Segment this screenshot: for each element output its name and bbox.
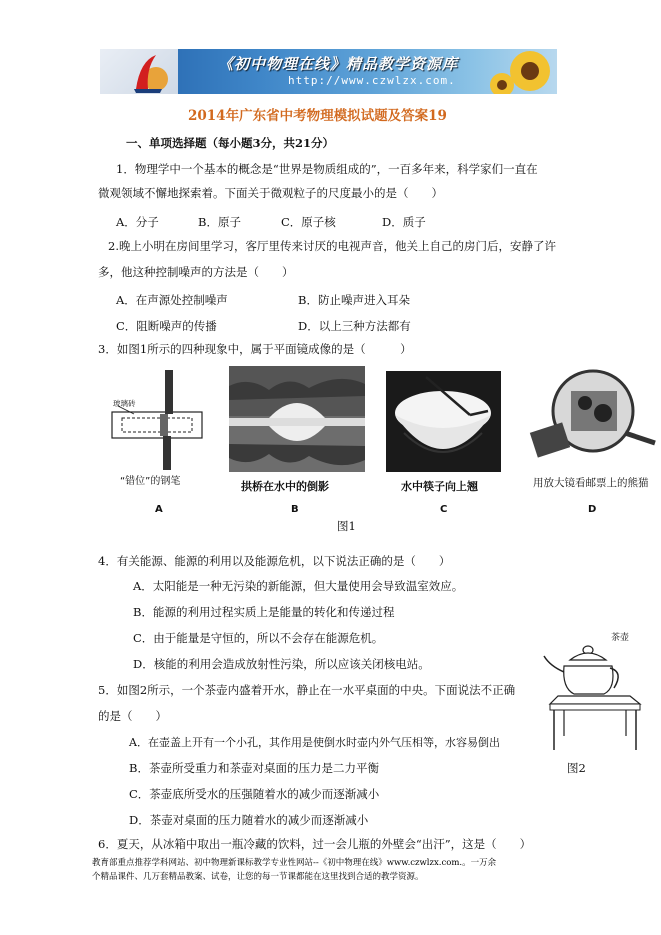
q2-option-c: C．阻断噪声的传播 <box>116 319 217 333</box>
figure-letter-a: A <box>155 504 163 515</box>
page-title: 2014年广东省中考物理模拟试题及答案19 <box>188 108 447 124</box>
figure-letter-c: C <box>440 504 448 515</box>
q5-line1: 5．如图2所示，一个茶壶内盛着开水，静止在一水平桌面的中央。下面说法不正确 <box>98 683 516 697</box>
q3-stem: 3．如图1所示的四种现象中，属于平面镜成像的是（ ） <box>98 342 412 356</box>
figure-letter-d: D <box>588 504 597 515</box>
footer-line1: 教育部重点推荐学科网站、初中物理新课标教学专业性网站--《初中物理在线》www.czwlzx.com.。一万余 <box>92 858 497 868</box>
q1-option-c: C．原子核 <box>281 215 336 229</box>
logo-area <box>100 49 178 94</box>
figure-a-glass-pen <box>108 368 208 472</box>
figure-c-caption: 水中筷子向上翘 <box>401 480 478 493</box>
q2-option-d: D．以上三种方法都有 <box>298 319 411 333</box>
q6-stem: 6．夏天，从冰箱中取出一瓶冷藏的饮料，过一会儿瓶的外壁会“出汗”，这是（ ） <box>98 837 532 851</box>
q4-option-b: B．能源的利用过程实质上是能量的转化和传递过程 <box>133 605 395 619</box>
figure-2-teapot-table <box>540 636 648 754</box>
banner-slogan: 《初中物理在线》精品教学资源库 <box>218 55 459 73</box>
q1-option-a: A．分子 <box>116 215 159 229</box>
q1-line2: 微观领域不懈地探索着。下面关于微观粒子的尺度最小的是（ ） <box>98 186 443 200</box>
q2-line2: 多，他这种控制噪声的方法是（ ） <box>98 265 294 279</box>
q5-line2: 的是（ ） <box>98 709 167 723</box>
q2-option-a: A．在声源处控制噪声 <box>116 293 228 307</box>
q5-option-b: B．茶壶所受重力和茶壶对桌面的压力是二力平衡 <box>129 761 379 775</box>
banner-url[interactable]: http://www.czwlzx.com. <box>288 74 456 87</box>
q2-option-b: B．防止噪声进入耳朵 <box>298 293 410 307</box>
figure-a-glass-label: 玻璃砖 <box>113 399 136 408</box>
figure-b-caption: 拱桥在水中的倒影 <box>241 480 329 493</box>
q4-option-d: D．核能的利用会造成放射性污染，所以应该关闭核电站。 <box>133 657 430 671</box>
q2-line1: 2.晚上小明在房间里学习，客厅里传来讨厌的电视声音，他关上自己的房门后，安静了许 <box>108 239 556 253</box>
footer-line2: 个精品课件、几万套精品教案、试卷，让您的每一节课都能在这里找到合适的教学资源。 <box>92 872 424 882</box>
figure-1-label: 图1 <box>337 519 356 533</box>
teapot-label: 茶壶 <box>611 633 630 643</box>
figure-d-caption: 用放大镜看邮票上的熊猫 <box>533 477 649 489</box>
q5-option-c: C．茶壶底所受水的压强随着水的减少而逐渐减小 <box>129 787 380 801</box>
figure-d-magnifier-stamp <box>523 369 658 467</box>
q1-option-b: B．原子 <box>198 215 241 229</box>
q4-option-a: A．太阳能是一种无污染的新能源，但大量使用会导致温室效应。 <box>133 579 464 593</box>
figure-c-chopsticks-bowl <box>386 371 501 472</box>
sunflower-icon <box>490 49 557 94</box>
q5-option-a: A．在壶盖上开有一个小孔，其作用是使倒水时壶内外气压相等，水容易倒出 <box>129 736 500 749</box>
section-heading: 一、单项选择题（每小题3分，共21分） <box>126 136 335 150</box>
figure-b-bridge-reflection <box>229 366 365 472</box>
figure-a-caption: “错位”的钢笔 <box>120 476 181 487</box>
q1-option-d: D．质子 <box>382 215 426 229</box>
q1-line1: 1．物理学中一个基本的概念是“世界是物质组成的”，一百多年来，科学家们一直在 <box>116 162 538 176</box>
q5-option-d: D．茶壶对桌面的压力随着水的减少而逐渐减小 <box>129 813 369 827</box>
figure-letter-b: B <box>291 504 299 515</box>
q4-option-c: C．由于能量是守恒的，所以不会存在能源危机。 <box>133 631 384 645</box>
site-logo-icon <box>100 49 178 94</box>
q4-stem: 4．有关能源、能源的利用以及能源危机，以下说法正确的是（ ） <box>98 554 451 568</box>
header-banner <box>100 49 557 94</box>
figure-2-label: 图2 <box>567 761 586 775</box>
